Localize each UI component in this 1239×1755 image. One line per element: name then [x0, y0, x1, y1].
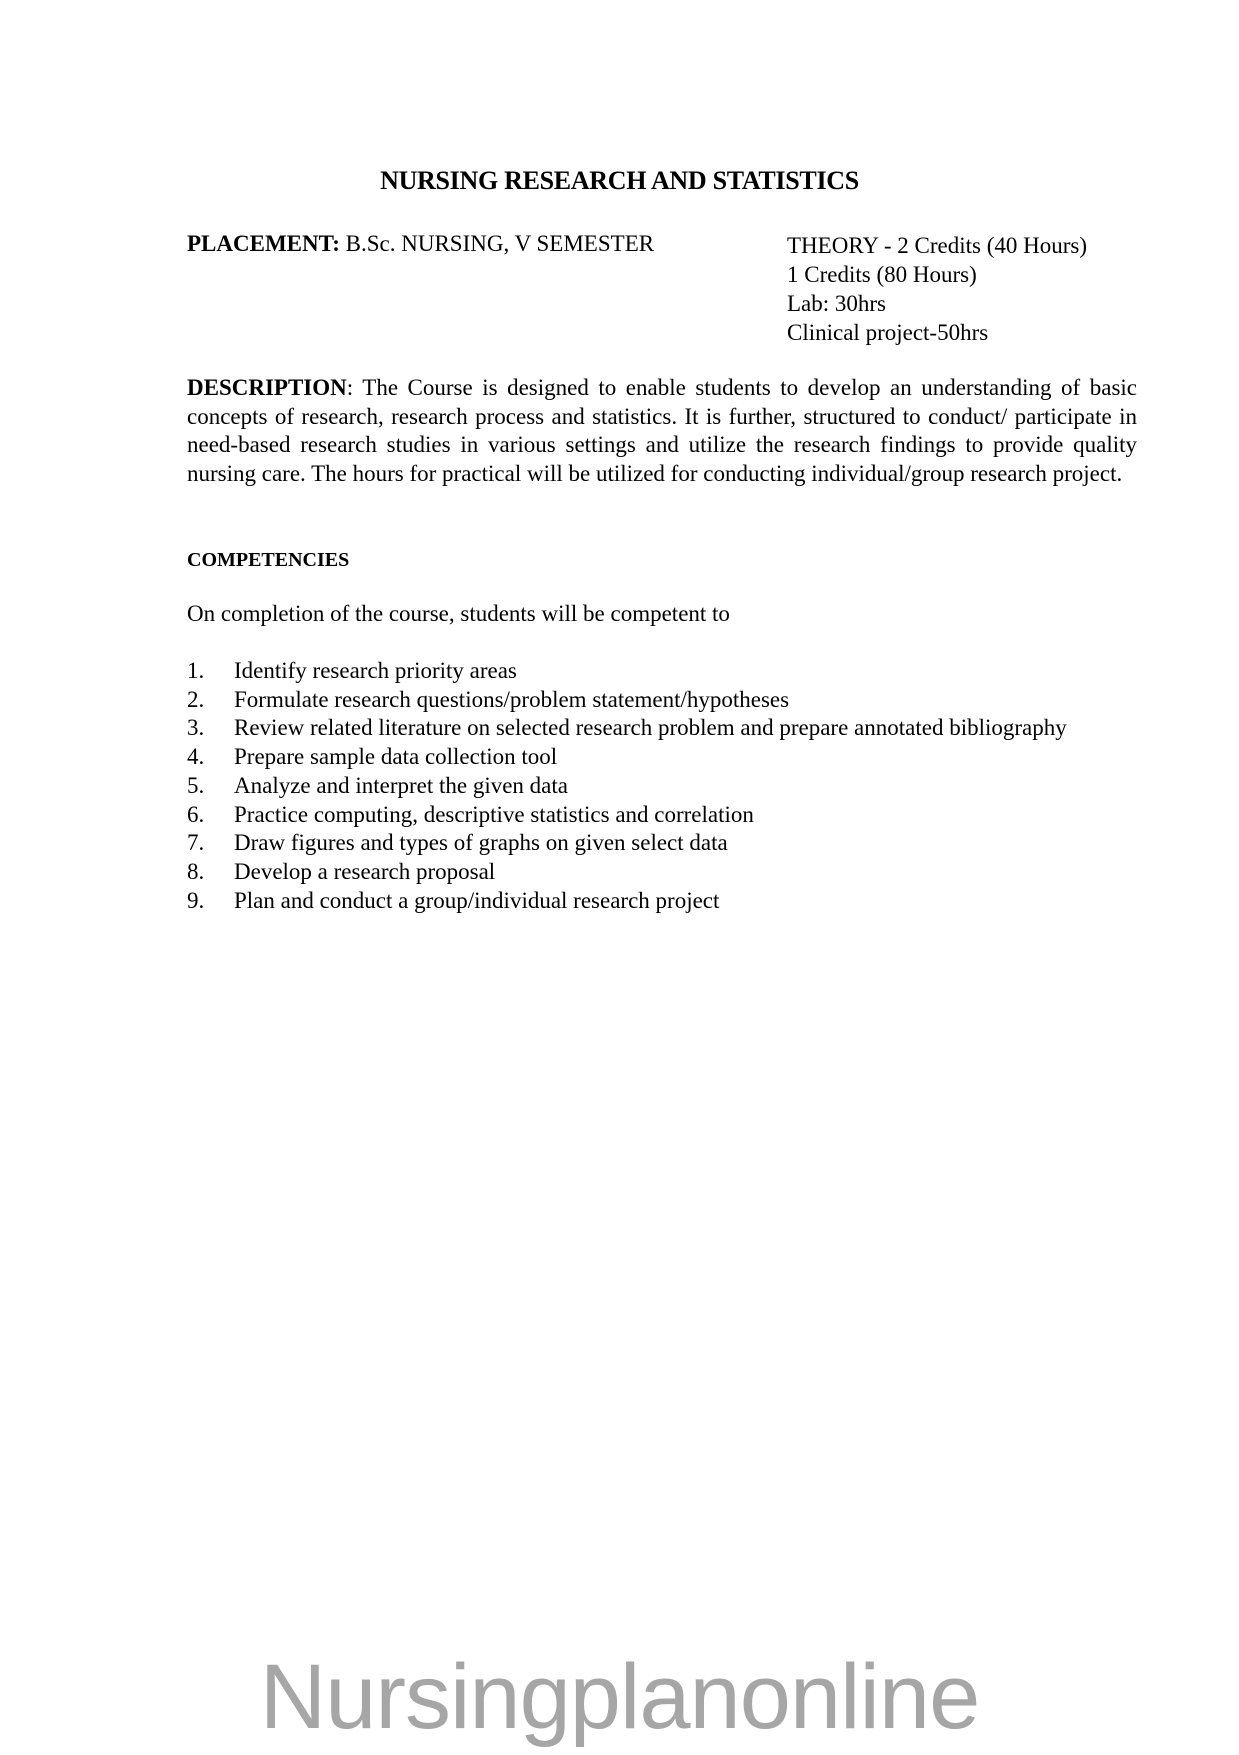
- list-item-number: 8.: [187, 858, 205, 884]
- placement-line: [187, 231, 654, 257]
- list-item-text: Identify research priority areas: [234, 658, 517, 683]
- list-item-number: 3.: [187, 715, 205, 741]
- list-item-number: 7.: [187, 830, 205, 856]
- description-text: : The Course is designed to enable students to develop an understanding of basic concepts of research, research process and statistics. It is further, structured to conduct/ participate in need-based research studies in various settings and utilize the research findings to provide quality nursing care. The hours for practical will be utilized for conducting individual/group research project.: [187, 375, 1137, 486]
- list-item-text: Plan and conduct a group/individual research project: [234, 887, 720, 913]
- list-item-text: Practice computing, descriptive statistics and correlation: [234, 801, 754, 827]
- list-item: [187, 858, 1137, 887]
- list-item: [187, 743, 1137, 772]
- list-item-text: Formulate research questions/problem statement/hypotheses: [234, 686, 790, 712]
- competencies-list: [187, 657, 1137, 915]
- list-item-number: 1.: [187, 658, 205, 683]
- list-item: [187, 714, 1137, 743]
- competencies-intro: On completion of the course, students will be competent to: [187, 601, 730, 626]
- description-label: DESCRIPTION: [187, 375, 347, 400]
- watermark: Nursingplanonline: [259, 1646, 980, 1748]
- theory-hours: THEORY - 2 Credits (40 Hours): [787, 233, 1088, 258]
- list-item-text: Develop a research proposal: [234, 858, 496, 884]
- credit-hours-block: [787, 231, 1087, 347]
- list-item-number: 4.: [187, 744, 205, 770]
- list-item-number: 6.: [187, 801, 205, 827]
- lab-hours: Lab: 30hrs: [787, 291, 887, 316]
- list-item-text: Draw figures and types of graphs on given select data: [234, 830, 728, 856]
- list-item: [187, 801, 1137, 830]
- list-item-number: 9.: [187, 887, 205, 913]
- list-item-text: Review related literature on selected research problem and prepare annotated bibliography: [234, 715, 1067, 741]
- list-item: [187, 887, 1137, 916]
- competencies-heading: COMPETENCIES: [187, 549, 350, 571]
- list-item: [187, 686, 1137, 715]
- practical-hours: 1 Credits (80 Hours): [787, 262, 977, 287]
- list-item-text: Prepare sample data collection tool: [234, 744, 558, 770]
- clinical-project-hours: Clinical project-50hrs: [787, 320, 989, 345]
- list-item-number: 2.: [187, 686, 205, 712]
- description-paragraph: [187, 374, 1137, 488]
- list-item: [187, 657, 1137, 686]
- list-item: [187, 829, 1137, 858]
- list-item-number: 5.: [187, 772, 205, 798]
- document-title: NURSING RESEARCH AND STATISTICS: [380, 166, 859, 195]
- placement-value: B.Sc. NURSING, V SEMESTER: [345, 231, 655, 256]
- list-item: [187, 772, 1137, 801]
- list-item-text: Analyze and interpret the given data: [234, 772, 568, 798]
- placement-label: PLACEMENT:: [187, 231, 340, 256]
